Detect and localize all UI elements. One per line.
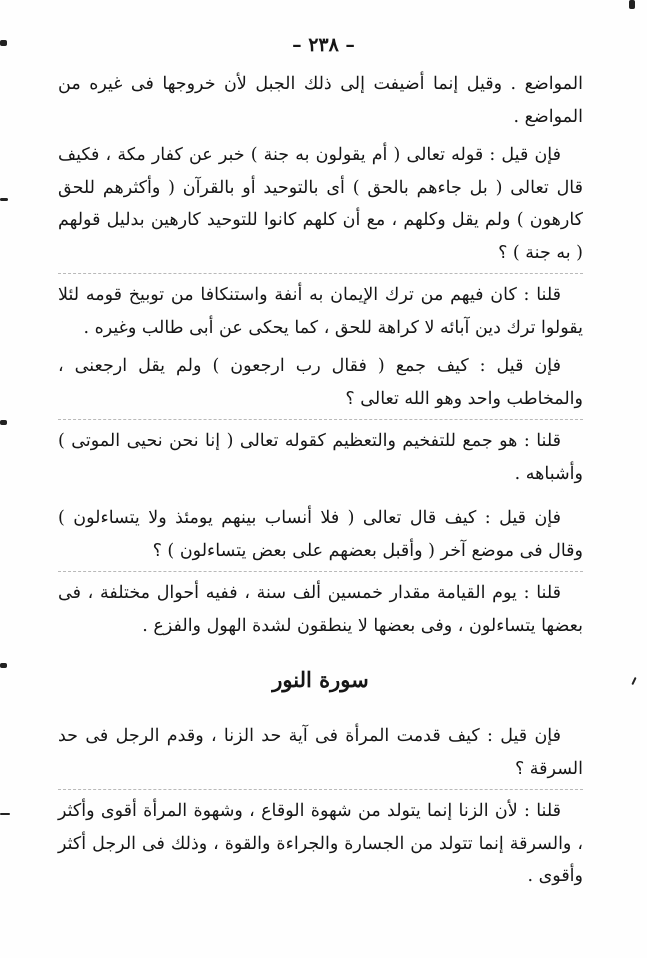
- paragraph-answer: قلنا : لأن الزنا إنما يتولد من شهوة الوقاع ، وشهوة المرأة أقوى وأكثر ، والسرقة إنما تتولد من الجسارة والجراءة والقوة ، وذلك فى الرجل أكثر وأقوى .: [58, 801, 583, 886]
- paragraph-continuation: المواضع . وقيل إنما أضيفت إلى ذلك الجبل لأن خروجها فى غيره من المواضع .: [58, 74, 583, 127]
- scan-mark: [0, 198, 8, 201]
- scan-mark: [0, 813, 10, 815]
- separator-line: [58, 789, 583, 791]
- scan-mark: [629, 0, 635, 9]
- separator-line: [58, 273, 583, 275]
- paragraph-answer: قلنا : هو جمع للتفخيم والتعظيم كقوله تعالى ( إنا نحن نحيى الموتى ) وأشباهه .: [58, 431, 583, 484]
- page-number: – ٢٣٨ –: [292, 34, 355, 56]
- paragraph-question: فإن قيل : كيف جمع ( فقال رب ارجعون ) ولم يقل ارجعنى ، والمخاطب واحد وهو الله تعالى ؟: [58, 356, 583, 409]
- scan-mark: [0, 40, 7, 46]
- paragraph-question: فإن قيل : كيف قال تعالى ( فلا أنساب بينهم يومئذ ولا يتساءلون ) وقال فى موضع آخر ( وأقبل بعضهم على بعض يتساءلون ) ؟: [58, 508, 583, 561]
- scan-mark: [0, 420, 7, 425]
- separator-line: [58, 571, 583, 573]
- paragraph-answer: قلنا : كان فيهم من ترك الإيمان به أنفة واستنكافا من توبيخ قومه لئلا يقولوا ترك دين آبائه لا كراهة للحق ، كما يحكى عن أبى طالب وغيره .: [58, 285, 583, 338]
- paragraph-answer: قلنا : يوم القيامة مقدار خمسين ألف سنة ، ففيه أحوال مختلفة ، فى بعضها يتساءلون ، وفى بعضها لا ينطقون لشدة الهول والفزع .: [58, 583, 583, 636]
- paragraph-question: فإن قيل : قوله تعالى ( أم يقولون به جنة ) خبر عن كفار مكة ، فكيف قال تعالى ( بل جاءهم بالحق ) أى بالتوحيد أو بالقرآن ( وأكثرهم للحق كارهون ) ولم يقل وكلهم ، مع أن كلهم كانوا للتوحيد كارهين بدليل قولهم ( به جنة ) ؟: [58, 145, 583, 263]
- sura-title: سورة النور: [272, 667, 369, 692]
- paragraph-question: فإن قيل : كيف قدمت المرأة فى آية حد الزنا ، وقدم الرجل فى حد السرقة ؟: [58, 726, 583, 779]
- separator-line: [58, 419, 583, 421]
- scan-mark: [0, 663, 7, 668]
- scan-mark: [631, 677, 636, 685]
- text-column: [58, 68, 583, 893]
